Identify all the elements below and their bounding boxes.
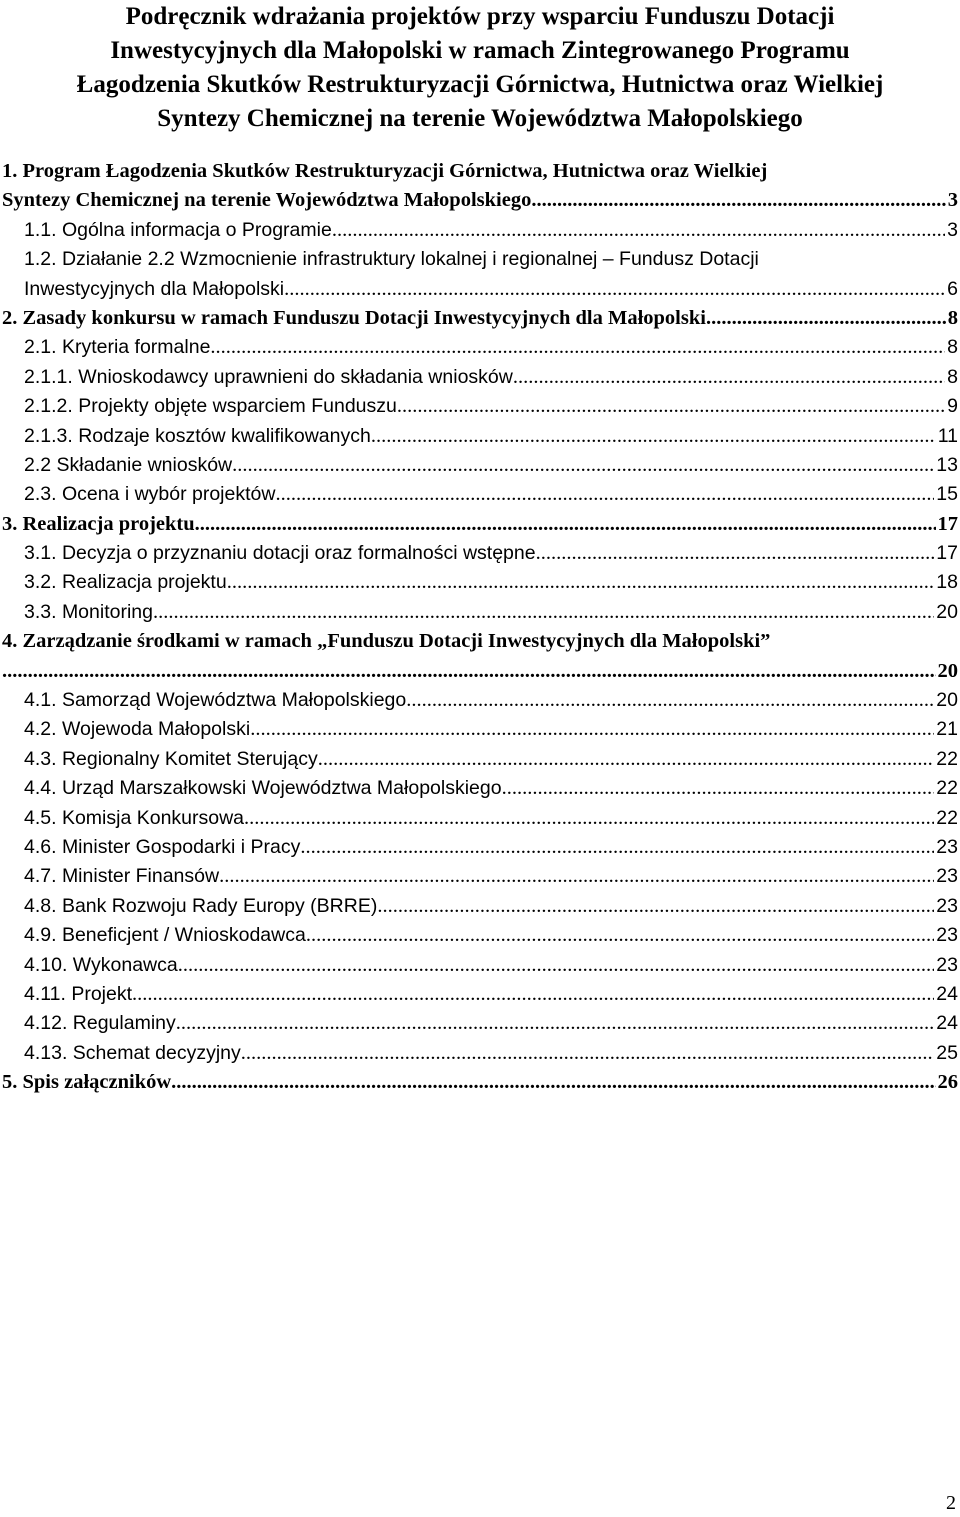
toc-page: 8 bbox=[947, 336, 958, 359]
toc-entry-4-11[interactable]: 4.11. Projekt ..... 24 bbox=[0, 983, 960, 1012]
toc-entry-4-13[interactable]: 4.13. Schemat decyzyjny ..... 25 bbox=[0, 1042, 960, 1071]
title-line: Inwestycyjnych dla Małopolski w ramach Zintegrowanego Programu bbox=[110, 37, 850, 64]
title-line: Łagodzenia Skutków Restrukturyzacji Górnictwa, Hutnictwa oraz Wielkiej bbox=[76, 71, 884, 98]
leader-dots bbox=[153, 601, 934, 624]
toc-page: 13 bbox=[936, 453, 958, 476]
toc-entry-2-1-1[interactable]: 2.1.1. Wnioskodawcy uprawnieni do składania wniosków ..... 8 bbox=[0, 366, 960, 395]
toc-page: 18 bbox=[936, 571, 958, 594]
document-title bbox=[0, 0, 960, 136]
leader-dots bbox=[132, 983, 934, 1006]
toc-page: 23 bbox=[936, 835, 958, 858]
toc-entry-3-1[interactable]: 3.1. Decyzja o przyznaniu dotacji oraz formalności wstępne ..... 17 bbox=[0, 542, 960, 571]
toc-page: 22 bbox=[936, 777, 958, 800]
toc-entry-2-1-2[interactable]: 2.1.2. Projekty objęte wsparciem Funduszu ..... 9 bbox=[0, 395, 960, 424]
toc-page: 20 bbox=[936, 600, 958, 623]
leader-dots bbox=[227, 571, 935, 594]
toc-entry-1-2-cont[interactable]: Inwestycyjnych dla Małopolski ..... 6 bbox=[0, 278, 960, 307]
table-of-contents bbox=[0, 160, 960, 1101]
leader-dots bbox=[176, 1012, 935, 1035]
toc-entry-4-7[interactable]: 4.7. Minister Finansów ..... 23 bbox=[0, 865, 960, 894]
leader-dots bbox=[178, 954, 935, 977]
toc-page: 22 bbox=[936, 806, 958, 829]
toc-page: 20 bbox=[936, 689, 958, 712]
leader-dots bbox=[502, 777, 935, 800]
title-line: Syntezy Chemicznej na terenie Województwa Małopolskiego bbox=[157, 105, 803, 132]
leader-dots bbox=[531, 189, 945, 212]
toc-entry-4-4[interactable]: 4.4. Urząd Marszałkowski Województwa Małopolskiego ..... 22 bbox=[0, 777, 960, 806]
toc-entry-2-1-3[interactable]: 2.1.3. Rodzaje kosztów kwalifikowanych ..... 11 bbox=[0, 425, 960, 454]
leader-dots bbox=[2, 660, 936, 683]
toc-page: 22 bbox=[936, 747, 958, 770]
leader-dots bbox=[195, 513, 936, 536]
leader-dots bbox=[371, 425, 936, 448]
toc-page: 24 bbox=[936, 982, 958, 1005]
page-number: 2 bbox=[946, 1492, 956, 1514]
toc-page: 24 bbox=[936, 1012, 958, 1035]
leader-dots bbox=[300, 836, 934, 859]
toc-page: 21 bbox=[936, 718, 958, 741]
leader-dots bbox=[171, 1071, 935, 1094]
leader-dots bbox=[250, 718, 934, 741]
toc-page: 23 bbox=[936, 924, 958, 947]
toc-entry-4-5[interactable]: 4.5. Komisja Konkursowa ..... 22 bbox=[0, 807, 960, 836]
toc-entry-3[interactable]: 3. Realizacja projektu ..... 17 bbox=[0, 513, 960, 542]
toc-page: 15 bbox=[936, 483, 958, 506]
leader-dots bbox=[332, 219, 945, 242]
leader-dots bbox=[284, 278, 945, 301]
toc-entry-4-1[interactable]: 4.1. Samorząd Województwa Małopolskiego ..... 20 bbox=[0, 689, 960, 718]
leader-dots bbox=[377, 895, 934, 918]
toc-page: 3 bbox=[947, 218, 958, 241]
toc-entry-1-2[interactable]: 1.2. Działanie 2.2 Wzmocnienie infrastruktury lokalnej i regionalnej – Fundusz Dotacji bbox=[24, 248, 759, 271]
leader-dots bbox=[241, 1042, 935, 1065]
toc-entry-2-3[interactable]: 2.3. Ocena i wybór projektów ..... 15 bbox=[0, 483, 960, 512]
toc-page: 9 bbox=[947, 395, 958, 418]
leader-dots bbox=[244, 807, 934, 830]
toc-page: 11 bbox=[937, 424, 958, 447]
toc-page: 8 bbox=[947, 365, 958, 388]
toc-entry-2-2[interactable]: 2.2 Składanie wniosków ..... 13 bbox=[0, 454, 960, 483]
toc-page: 17 bbox=[936, 542, 958, 565]
toc-entry-4-9[interactable]: 4.9. Beneficjent / Wnioskodawca ..... 23 bbox=[0, 924, 960, 953]
toc-entry-1[interactable]: 1. Program Łagodzenia Skutków Restrukturyzacji Górnictwa, Hutnictwa oraz Wielkiej bbox=[2, 160, 768, 182]
toc-entry-4-cont[interactable] bbox=[0, 660, 960, 689]
toc-entry-3-3[interactable]: 3.3. Monitoring ..... 20 bbox=[0, 601, 960, 630]
toc-entry-5[interactable]: 5. Spis załączników ..... 26 bbox=[0, 1071, 960, 1100]
leader-dots bbox=[275, 483, 934, 506]
title-line: Podręcznik wdrażania projektów przy wsparciu Funduszu Dotacji bbox=[125, 3, 835, 30]
toc-entry-4-12[interactable]: 4.12. Regulaminy ..... 24 bbox=[0, 1012, 960, 1041]
toc-page: 25 bbox=[936, 1041, 958, 1064]
toc-page: 26 bbox=[937, 1071, 958, 1094]
toc-page: 23 bbox=[936, 894, 958, 917]
toc-entry-4-3[interactable]: 4.3. Regionalny Komitet Sterujący ..... 22 bbox=[0, 748, 960, 777]
toc-entry-4[interactable]: 4. Zarządzanie środkami w ramach „Funduszu Dotacji Inwestycyjnych dla Małopolski” bbox=[2, 630, 771, 653]
toc-entry-3-2[interactable]: 3.2. Realizacja projektu ..... 18 bbox=[0, 571, 960, 600]
leader-dots bbox=[210, 336, 945, 359]
toc-page: 6 bbox=[947, 277, 958, 300]
leader-dots bbox=[706, 307, 946, 330]
toc-page: 23 bbox=[936, 953, 958, 976]
toc-page: 17 bbox=[937, 512, 958, 535]
leader-dots bbox=[232, 454, 934, 477]
leader-dots bbox=[397, 395, 945, 418]
toc-entry-1-cont[interactable]: Syntezy Chemicznej na terenie Województwa Małopolskiego ..... 3 bbox=[0, 189, 960, 218]
toc-page: 3 bbox=[947, 189, 958, 212]
toc-entry-1-1[interactable]: 1.1. Ogólna informacja o Programie ..... 3 bbox=[0, 219, 960, 248]
toc-entry-2-1[interactable]: 2.1. Kryteria formalne ..... 8 bbox=[0, 336, 960, 365]
toc-page: 23 bbox=[936, 865, 958, 888]
leader-dots bbox=[536, 542, 935, 565]
toc-entry-4-8[interactable]: 4.8. Bank Rozwoju Rady Europy (BRRE) ..... 23 bbox=[0, 895, 960, 924]
leader-dots bbox=[306, 924, 934, 947]
toc-page: 20 bbox=[937, 659, 958, 682]
leader-dots bbox=[318, 748, 935, 771]
toc-entry-4-10[interactable]: 4.10. Wykonawca ..... 23 bbox=[0, 954, 960, 983]
leader-dots bbox=[219, 865, 934, 888]
toc-entry-4-6[interactable]: 4.6. Minister Gospodarki i Pracy ..... 23 bbox=[0, 836, 960, 865]
leader-dots bbox=[406, 689, 934, 712]
toc-page: 8 bbox=[947, 306, 958, 329]
toc-entry-4-2[interactable]: 4.2. Wojewoda Małopolski ..... 21 bbox=[0, 718, 960, 747]
leader-dots bbox=[513, 366, 945, 389]
toc-entry-2[interactable]: 2. Zasady konkursu w ramach Funduszu Dotacji Inwestycyjnych dla Małopolski ..... 8 bbox=[0, 307, 960, 336]
